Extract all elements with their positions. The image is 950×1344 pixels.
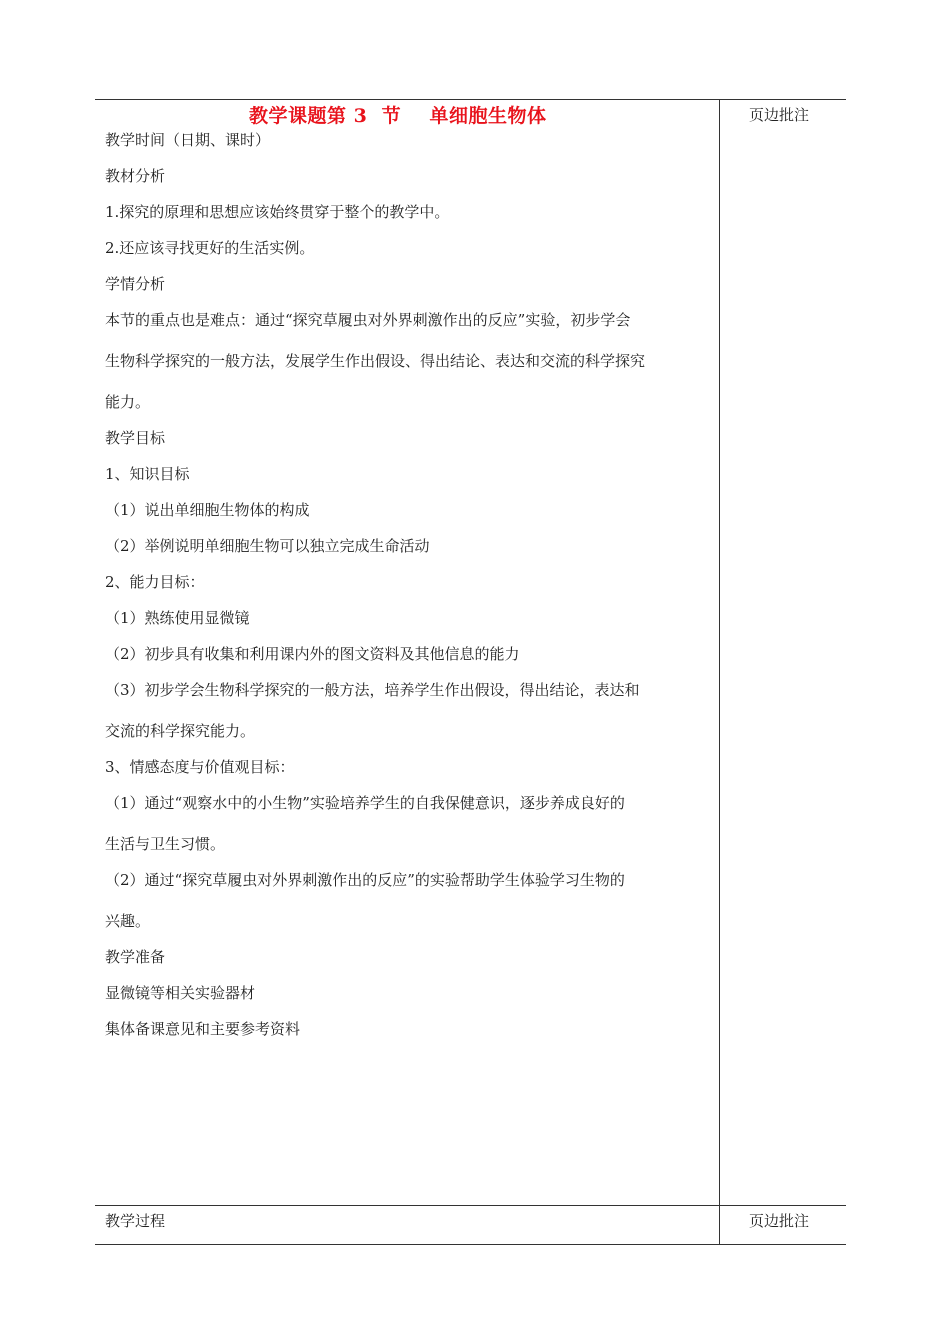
ability-item-2: （2）初步具有收集和利用课内外的图文资料及其他信息的能力 bbox=[105, 645, 520, 663]
column-divider-bottom bbox=[719, 1205, 720, 1244]
collective-prep: 集体备课意见和主要参考资料 bbox=[105, 1020, 301, 1038]
student-analysis-line-1: 本节的重点也是难点：通过“探究草履虫对外界刺激作出的反应”实验，初步学会 bbox=[105, 311, 631, 329]
student-analysis-line-3: 能力。 bbox=[105, 393, 151, 411]
knowledge-item-1: （1）说出单细胞生物体的构成 bbox=[105, 501, 310, 519]
table-middle-border bbox=[95, 1205, 846, 1206]
emotion-item-2: （2）通过“探究草履虫对外界刺激作出的反应”的实验帮助学生体验学习生物的 bbox=[105, 871, 625, 889]
page-title: 教学课题第 3 节 单细胞生物体 bbox=[249, 105, 547, 127]
process-heading: 教学过程 bbox=[105, 1212, 166, 1230]
teaching-time: 教学时间（日期、课时） bbox=[105, 131, 271, 149]
emotion-goal: 3、情感态度与价值观目标： bbox=[105, 758, 295, 776]
ability-item-1: （1）熟练使用显微镜 bbox=[105, 609, 250, 627]
margin-note-label-bottom: 页边批注 bbox=[749, 1212, 810, 1230]
ability-item-3: （3）初步学会生物科学探究的一般方法，培养学生作出假设，得出结论，表达和 bbox=[105, 681, 640, 699]
knowledge-goal: 1、知识目标 bbox=[105, 465, 190, 483]
material-point-1: 1.探究的原理和思想应该始终贯穿于整个的教学中。 bbox=[105, 203, 450, 221]
knowledge-item-2: （2）举例说明单细胞生物可以独立完成生命活动 bbox=[105, 537, 430, 555]
emotion-item-2-cont: 兴趣。 bbox=[105, 912, 151, 930]
material-point-2: 2.还应该寻找更好的生活实例。 bbox=[105, 239, 315, 257]
emotion-item-1: （1）通过“观察水中的小生物”实验培养学生的自我保健意识，逐步养成良好的 bbox=[105, 794, 625, 812]
preparation-heading: 教学准备 bbox=[105, 948, 166, 966]
emotion-item-1-cont: 生活与卫生习惯。 bbox=[105, 835, 226, 853]
table-bottom-border bbox=[95, 1244, 846, 1245]
preparation-item: 显微镜等相关实验器材 bbox=[105, 984, 256, 1002]
student-analysis-heading: 学情分析 bbox=[105, 275, 166, 293]
table-top-border bbox=[95, 99, 846, 100]
material-analysis-heading: 教材分析 bbox=[105, 167, 166, 185]
goals-heading: 教学目标 bbox=[105, 429, 166, 447]
ability-goal: 2、能力目标： bbox=[105, 573, 205, 591]
margin-note-label: 页边批注 bbox=[749, 106, 810, 124]
column-divider-top bbox=[719, 99, 720, 1205]
ability-item-3-cont: 交流的科学探究能力。 bbox=[105, 722, 256, 740]
student-analysis-line-2: 生物科学探究的一般方法，发展学生作出假设、得出结论、表达和交流的科学探究 bbox=[105, 352, 646, 370]
